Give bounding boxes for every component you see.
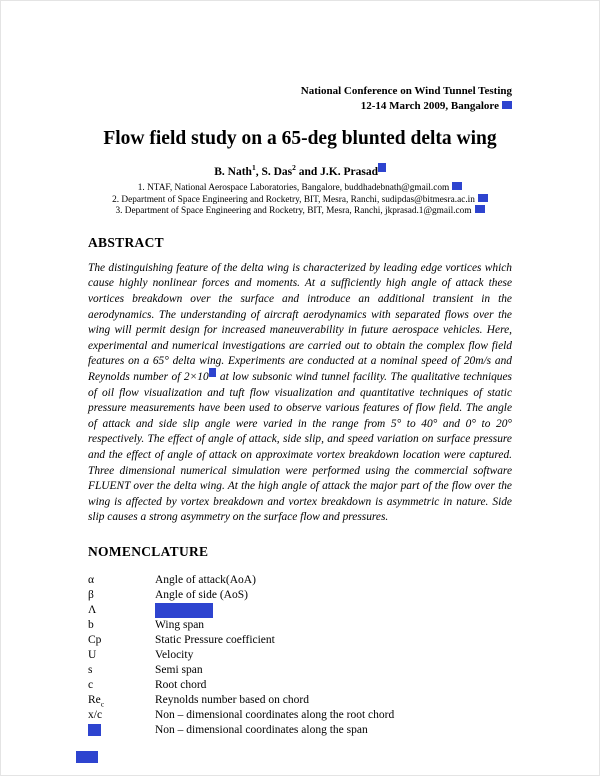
nomenclature-row — [88, 633, 512, 648]
nomenclature-symbol: c — [88, 678, 94, 691]
nomenclature-row — [88, 693, 512, 708]
nomenclature-heading: NOMENCLATURE — [88, 543, 209, 559]
author-affil-marker-3 — [378, 163, 386, 172]
affiliation-line-2 — [88, 194, 512, 206]
paper-title: Flow field study on a 65-deg blunted delta wing — [103, 128, 497, 149]
author-name-3: and J.K. Prasad — [295, 166, 378, 178]
affiliation-line-3 — [88, 205, 512, 217]
nomenclature-definition: Velocity — [155, 648, 194, 661]
nomenclature-symbol: Λ — [88, 603, 97, 616]
nomenclature-definition-highlighted — [155, 603, 213, 618]
nomenclature-definition: Non – dimensional coordinates along the root chord — [155, 708, 395, 721]
conference-header — [88, 84, 512, 114]
nomenclature-symbol: β — [88, 588, 94, 601]
author-affil-marker-2: 2 — [292, 163, 296, 173]
nomenclature-row — [88, 603, 512, 618]
nomenclature-definition: Non – dimensional coordinates along the span — [155, 723, 368, 736]
affiliation-text-2: 2. Department of Space Engineering and Rocketry, BIT, Mesra, Ranchi, sudipdas@bitmesra.ac.in — [112, 194, 475, 205]
abstract-text-part2: at low subsonic wind tunnel facility. The qualitative techniques of oil flow visualization and tuft flow visualization and quantitative techniques of static pressure measurements have been used to observe various features of flow field. The angle of attack and side slip angle were varied in the range from 5° to 40° and 0° to 20° respectively. The effect of angle of attack, side slip, and speed variation on surface pressure and the effect of angle of attack on approximate vortex breakdown location were captured. Three dimensional numerical simulation were performed using the commercial software FLUENT over the delta wing. At the high angle of attack the major part of the flow over the wing is affected by vortex breakdown and vortex breakdown is asymmetric in nature. Side slip causes a strong asymmetry on the surface flow and pressures. — [88, 370, 512, 524]
nomenclature-definition: Static Pressure coefficient — [155, 633, 275, 646]
affiliations-block — [88, 182, 512, 217]
nomenclature-row — [88, 678, 512, 693]
nomenclature-row — [88, 663, 512, 678]
affiliation-text-3: 3. Department of Space Engineering and Rocketry, BIT, Mesra, Ranchi, jkprasad.1@gmail.com — [115, 206, 472, 217]
link-annotation-box — [478, 194, 488, 202]
link-annotation-box — [475, 205, 485, 213]
affiliation-line-1 — [88, 182, 512, 194]
abstract-text — [88, 261, 512, 526]
nomenclature-symbol: b — [88, 618, 94, 631]
nomenclature-definition: Angle of attack(AoA) — [155, 573, 256, 586]
conference-name: National Conference on Wind Tunnel Testing — [300, 85, 512, 97]
nomenclature-symbol: x/c — [88, 708, 103, 721]
conference-date-text: 12-14 March 2009, Bangalore — [360, 100, 499, 112]
nomenclature-row — [88, 648, 512, 663]
conference-date-location — [88, 99, 512, 114]
author-name-2: , S. Das — [255, 166, 293, 178]
author-affil-marker-1: 1 — [251, 163, 256, 173]
nomenclature-symbol: s — [88, 663, 93, 676]
nomenclature-symbol: Cp — [88, 633, 102, 646]
link-annotation-box — [452, 182, 462, 190]
nomenclature-list — [88, 573, 512, 738]
nomenclature-symbol: α — [88, 573, 95, 586]
nomenclature-row — [88, 618, 512, 633]
link-annotation-box — [502, 101, 512, 109]
nomenclature-definition: Reynolds number based on chord — [155, 693, 309, 706]
link-annotation-box-bottom — [76, 751, 98, 763]
abstract-heading: ABSTRACT — [88, 234, 164, 250]
nomenclature-row — [88, 573, 512, 588]
nomenclature-row — [88, 588, 512, 603]
authors-line — [88, 165, 512, 179]
nomenclature-symbol-highlighted — [88, 723, 155, 738]
nomenclature-definition: Wing span — [155, 618, 205, 631]
affiliation-text-1: 1. NTAF, National Aerospace Laboratories, Bangalore, buddhadebnath@gmail.com — [137, 183, 450, 193]
nomenclature-definition: Semi span — [155, 663, 203, 676]
abstract-text-part1: The distinguishing feature of the delta wing is characterized by leading edge vortices which cause highly nonlinear forces and moments. At a sufficiently high angle of attack these vortices breakdown over the surface and introduce an additional transient in the aerodynamics. The understanding of aircraft aerodynamics with separated flows over the wing will permit design for increased maneuverability in future aerospace vehicles. Here, experimental and numerical investigations are carried out to obtain the complex flow field features on a 65° delta wing. Experiments are conducted at a nominal speed of 20m/s and Reynolds number of 2×10 — [88, 261, 512, 383]
nomenclature-definition: Angle of side (AoS) — [155, 588, 248, 601]
nomenclature-row — [88, 708, 512, 723]
nomenclature-row — [88, 723, 512, 738]
nomenclature-definition: Root chord — [155, 678, 207, 691]
author-name-1: B. Nath — [214, 166, 252, 178]
nomenclature-symbol: U — [88, 648, 97, 661]
nomenclature-symbol: $Re_c$ — [88, 693, 105, 709]
